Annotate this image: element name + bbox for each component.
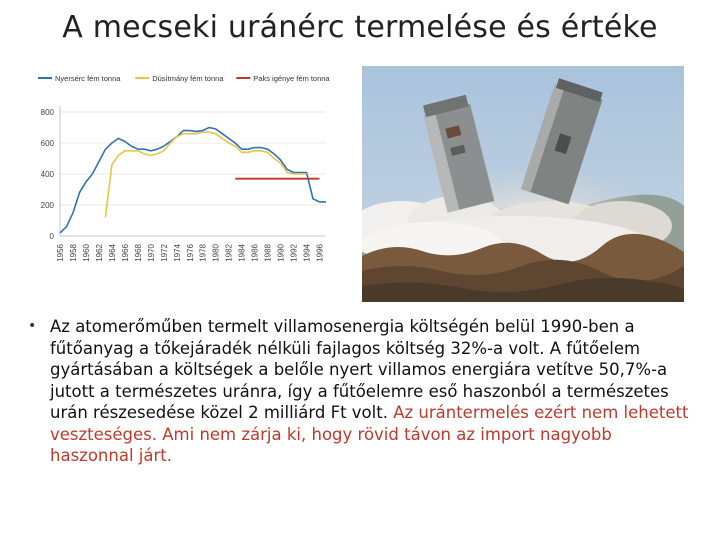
x-tick-label: 1972 xyxy=(159,244,169,262)
uranium-production-chart xyxy=(30,66,330,296)
slide-title: A mecseki uránérc termelése és értéke xyxy=(62,10,658,45)
y-tick-label: 0 xyxy=(49,232,54,241)
bullet-paragraph xyxy=(28,316,690,467)
x-tick-label: 1996 xyxy=(315,244,325,262)
x-tick-label: 1958 xyxy=(68,244,78,262)
x-tick-label: 1976 xyxy=(185,244,195,262)
demolition-photo xyxy=(362,66,684,302)
x-tick-label: 1982 xyxy=(224,244,234,262)
bullet-icon: • xyxy=(28,318,37,334)
y-axis xyxy=(41,106,326,241)
y-tick-label: 800 xyxy=(40,108,54,117)
x-tick-label: 1992 xyxy=(289,244,299,262)
chart-legend xyxy=(38,74,330,83)
legend-label: Paks igénye fém tonna xyxy=(253,74,330,83)
x-tick-label: 1962 xyxy=(94,244,104,262)
legend-label: Dúsítmány fém tonna xyxy=(152,74,224,83)
y-tick-label: 600 xyxy=(40,139,54,148)
x-tick-label: 1984 xyxy=(237,244,247,262)
y-tick-label: 200 xyxy=(40,201,54,210)
bullet-highlight-text: Az urántermelés ezért nem lehetett veszteséges. Ami nem zárja ki, hogy rövid távon az import nagyobb haszonnal járt. xyxy=(50,403,689,465)
bullet-text: Az atomerőműben termelt villamosenergia költségén belül 1990-ben a fűtőanyag a tőkejáradék nélküli fajlagos költség 32%-a volt. A fűtőelem gyártásában a költségek a belőle nyert villamos energiára vetítve 50,7%-a jutott a természetes uránra, így a fűtőelemre eső haszonból a természetes urán részesedése közel 2 milliárd Ft volt. xyxy=(50,317,669,422)
x-tick-label: 1978 xyxy=(198,244,208,262)
x-tick-label: 1956 xyxy=(56,244,65,262)
x-tick-label: 1986 xyxy=(250,244,260,262)
x-tick-label: 1994 xyxy=(302,244,312,262)
x-tick-label: 1964 xyxy=(107,244,117,262)
x-tick-label: 1968 xyxy=(133,244,143,262)
legend-label: Nyersérc fém tonna xyxy=(55,74,121,83)
x-tick-label: 1990 xyxy=(276,244,286,262)
x-tick-label: 1970 xyxy=(146,244,156,262)
x-tick-label: 1960 xyxy=(81,244,91,262)
x-tick-label: 1966 xyxy=(120,244,130,262)
x-tick-label: 1980 xyxy=(211,244,221,262)
y-tick-label: 400 xyxy=(40,170,54,179)
x-tick-label: 1974 xyxy=(172,244,182,262)
x-axis xyxy=(56,243,325,261)
x-tick-label: 1988 xyxy=(263,244,273,262)
